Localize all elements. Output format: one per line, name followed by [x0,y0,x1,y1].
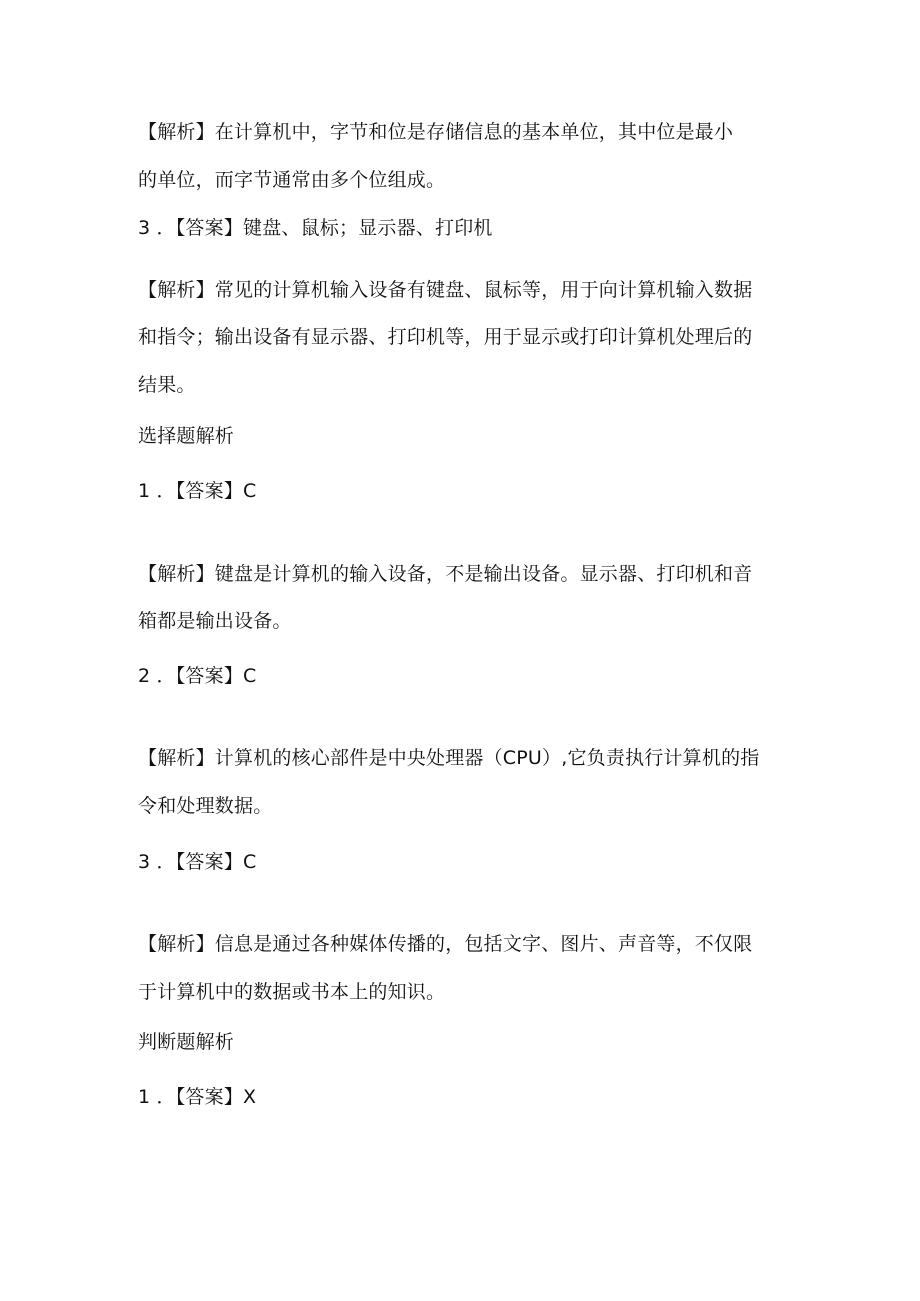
explanation-line: 结果。 [138,374,196,396]
answer-line: 1 ．【答案】C [138,480,257,502]
explanation-line: 的单位，而字节通常由多个位组成。 [138,169,446,191]
explanation-line: 令和处理数据。 [138,795,273,817]
answer-line: 2 ．【答案】C [138,665,257,687]
explanation-line: 【解析】计算机的核心部件是中央处理器（CPU）,它负责执行计算机的指 [138,747,760,769]
explanation-line: 【解析】键盘是计算机的输入设备，不是输出设备。显示器、打印机和音 [138,563,753,585]
section-heading: 判断题解析 [138,1031,235,1053]
explanation-line: 【解析】信息是通过各种媒体传播的，包括文字、图片、声音等，不仅限 [138,933,753,955]
section-heading: 选择题解析 [138,425,235,447]
answer-line: 3 ．【答案】C [138,851,257,873]
answer-line: 3 ．【答案】键盘、鼠标；显示器、打印机 [138,217,493,239]
answer-line: 1 ．【答案】X [138,1086,257,1108]
explanation-line: 【解析】在计算机中，字节和位是存储信息的基本单位，其中位是最小 [138,121,734,143]
explanation-line: 于计算机中的数据或书本上的知识。 [138,981,446,1003]
explanation-line: 箱都是输出设备。 [138,610,292,632]
explanation-line: 【解析】常见的计算机输入设备有键盘、鼠标等，用于向计算机输入数据 [138,279,753,301]
explanation-line: 和指令；输出设备有显示器、打印机等，用于显示或打印计算机处理后的 [138,326,753,348]
